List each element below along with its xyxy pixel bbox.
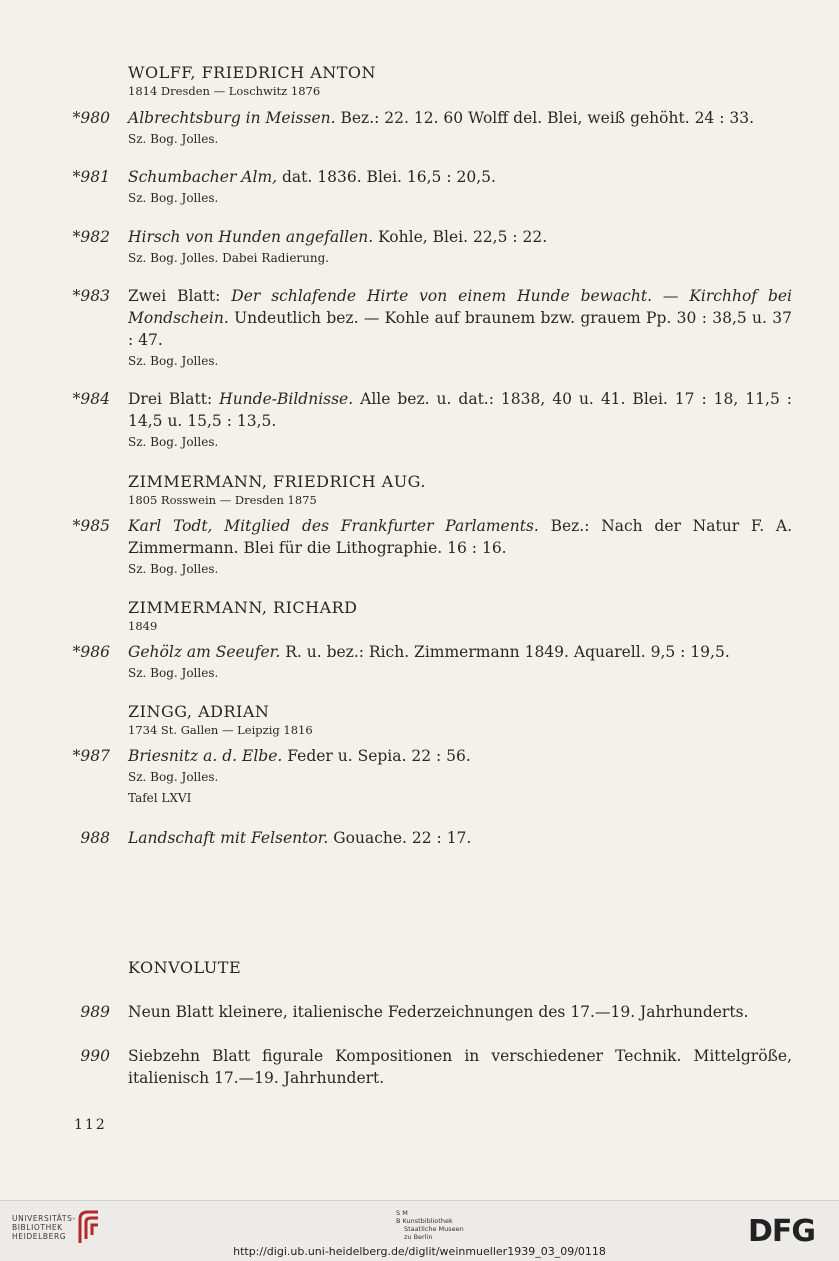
artist-dates: 1734 St. Gallen — Leipzig 1816 <box>128 723 313 737</box>
entry-number: 989 <box>80 1003 110 1021</box>
entry-number: *980 <box>72 109 110 127</box>
svg-text:DFG: DFG <box>748 1215 816 1245</box>
entry-prefix: Zwei Blatt: <box>128 287 232 305</box>
artist-name: WOLFF, FRIEDRICH ANTON <box>128 63 377 82</box>
entry-text: Kohle, Blei. 22,5 : 22. <box>373 228 548 246</box>
entry-provenance: Sz. Bog. Jolles. Dabei Radierung. <box>128 251 330 265</box>
artist-dates: 1849 <box>128 619 158 633</box>
entry-plate: Tafel LXVI <box>128 791 192 805</box>
entry-text: Alle bez. u. dat.: 1838, 40 u. 41. Blei. 17 : 18, 11,5 : 14,5 u. 15,5 : 13,5. <box>128 390 792 430</box>
entry-text: Neun Blatt kleinere, italienische Federzeichnungen des 17.—19. Jahrhunderts. <box>128 1003 749 1021</box>
smb-logo[interactable]: S M B Kunstbibliothek Staatliche Museen zu Berlin <box>396 1209 464 1241</box>
entry-number: *986 <box>72 643 110 661</box>
entry-title: Schumbacher Alm, <box>128 168 278 186</box>
artist-heading-zimmermann-richard <box>128 598 358 634</box>
entry-number: 990 <box>80 1047 110 1065</box>
entry-title: Albrechtsburg in Meissen. <box>128 109 336 127</box>
entry-provenance: Sz. Bog. Jolles. <box>128 132 219 146</box>
artist-heading-wolff <box>128 63 376 99</box>
university-seal-icon <box>76 1209 102 1249</box>
entry-number: *983 <box>72 287 110 305</box>
entry-provenance: Sz. Bog. Jolles. <box>128 666 219 680</box>
section-title: KONVOLUTE <box>128 958 242 977</box>
entry-number: 988 <box>80 829 110 847</box>
entry-number: *985 <box>72 517 110 535</box>
entry-provenance: Sz. Bog. Jolles. <box>128 191 219 205</box>
artist-dates: 1805 Rosswein — Dresden 1875 <box>128 493 317 507</box>
artist-heading-zingg <box>128 702 313 738</box>
entry-title: Der schlafende Hirte von einem Hunde bewacht. — Kirchhof bei Mondschein. <box>128 287 792 327</box>
entry-number: *982 <box>72 228 110 246</box>
viewer-footer <box>0 1200 839 1261</box>
page-url[interactable]: http://digi.ub.uni-heidelberg.de/diglit/weinmueller1939_03_09/0118 <box>233 1245 606 1258</box>
entry-number: *984 <box>72 390 110 408</box>
entry-text: Undeutlich bez. — Kohle auf braunem bzw. grauem Pp. 30 : 38,5 u. 37 : 47. <box>128 309 792 349</box>
entry-text: Bez.: 22. 12. 60 Wolff del. Blei, weiß gehöht. 24 : 33. <box>335 109 755 127</box>
entry-provenance: Sz. Bog. Jolles. <box>128 354 219 368</box>
artist-heading-zimmermann-friedrich <box>128 472 426 508</box>
entry-title: Briesnitz a. d. Elbe. <box>128 747 283 765</box>
entry-text: Gouache. 22 : 17. <box>328 829 472 847</box>
entry-number: *987 <box>72 747 110 765</box>
entry-title: Landschaft mit Felsentor. <box>128 829 329 847</box>
artist-dates: 1814 Dresden — Loschwitz 1876 <box>128 84 321 98</box>
entry-provenance: Sz. Bog. Jolles. <box>128 770 219 784</box>
entry-text: R. u. bez.: Rich. Zimmermann 1849. Aquarell. 9,5 : 19,5. <box>280 643 730 661</box>
university-library-logo[interactable]: UNIVERSITÄTS- BIBLIOTHEK HEIDELBERG <box>12 1214 76 1241</box>
entry-title: Hirsch von Hunden angefallen. <box>128 228 374 246</box>
entry-number: *981 <box>72 168 110 186</box>
artist-name: ZINGG, ADRIAN <box>128 702 270 721</box>
dfg-logo[interactable] <box>748 1215 828 1249</box>
entry-title: Hunde-Bildnisse. <box>219 390 354 408</box>
entry-provenance: Sz. Bog. Jolles. <box>128 435 219 449</box>
page-number: 112 <box>74 1117 107 1133</box>
entry-title: Karl Todt, Mitglied des Frankfurter Parlaments. <box>128 517 539 535</box>
entry-text: dat. 1836. Blei. 16,5 : 20,5. <box>277 168 496 186</box>
entry-provenance: Sz. Bog. Jolles. <box>128 562 219 576</box>
entry-text: Bez.: Nach der Natur F. A. Zimmermann. Blei für die Lithographie. 16 : 16. <box>128 517 792 557</box>
entry-text: Feder u. Sepia. 22 : 56. <box>282 747 471 765</box>
entry-prefix: Drei Blatt: <box>128 390 220 408</box>
entry-title: Gehölz am Seeufer. <box>128 643 281 661</box>
artist-name: ZIMMERMANN, FRIEDRICH AUG. <box>128 472 426 491</box>
artist-name: ZIMMERMANN, RICHARD <box>128 598 358 617</box>
entry-text: Siebzehn Blatt figurale Kompositionen in verschiedener Technik. Mittelgröße, italienisch 17.—19. Jahrhundert. <box>128 1047 792 1087</box>
